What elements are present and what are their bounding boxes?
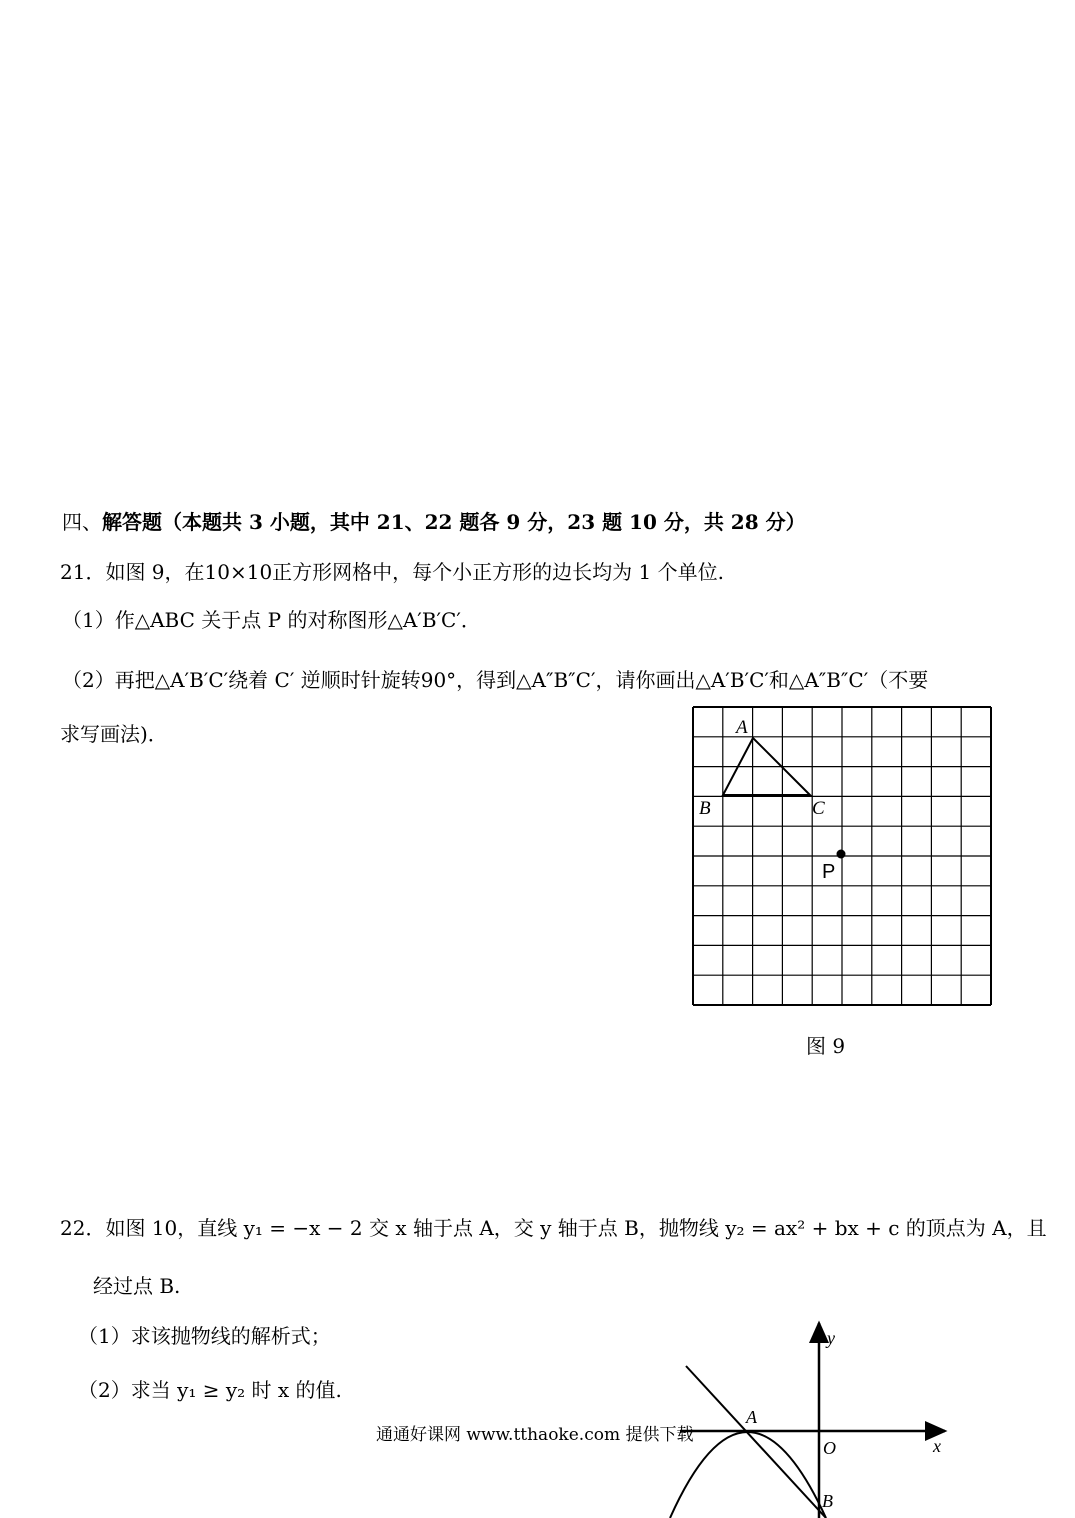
- q22-part1: （1）求该抛物线的解析式；: [78, 1324, 331, 1348]
- label-b: B: [699, 798, 711, 819]
- section-heading-prefix: 四、: [62, 510, 102, 534]
- point-p-dot: [837, 850, 846, 859]
- figure-9-caption: 图 9: [806, 1034, 846, 1058]
- q22-stem-cont: 经过点 B.: [93, 1274, 181, 1298]
- q22-stem: 22．如图 10，直线 y₁ = −x − 2 交 x 轴于点 A，交 y 轴于点 B，抛物线 y₂ = ax² + bx + c 的顶点为 A，且: [60, 1216, 1047, 1240]
- label-c: C: [812, 798, 825, 819]
- section-heading-title: 解答题（本题共 3 小题，其中 21、22 题各 9 分，23 题 10 分，共 28 分）: [102, 510, 806, 534]
- q21-part2: （2）再把△A′B′C′绕着 C′ 逆顺时针旋转90°，得到△A″B″C′，请你画出△A′B′C′和△A″B″C′（不要: [62, 668, 929, 692]
- label-a: A: [736, 717, 748, 738]
- label-x-axis: x: [933, 1436, 941, 1456]
- q21-part2-cont: 求写画法)．: [60, 722, 168, 746]
- line-y1: [686, 1366, 826, 1518]
- label-point-b: B: [822, 1491, 833, 1511]
- footer-credit: 通通好课网 www.tthaoke.com 提供下载: [376, 1425, 694, 1445]
- label-origin-o: O: [823, 1438, 836, 1458]
- label-y-axis: y: [827, 1328, 835, 1348]
- grid-figure-9: [680, 700, 1010, 1020]
- label-p: P: [822, 861, 836, 883]
- label-point-a: A: [746, 1407, 757, 1427]
- q21-part1: （1）作△ABC 关于点 P 的对称图形△A′B′C′．: [62, 608, 481, 632]
- section-heading: [62, 508, 806, 536]
- q21-stem: 21．如图 9，在10×10正方形网格中，每个小正方形的边长均为 1 个单位.: [60, 560, 724, 584]
- graph-figure-10: [640, 1318, 960, 1518]
- q22-part2: （2）求当 y₁ ≥ y₂ 时 x 的值.: [78, 1378, 342, 1402]
